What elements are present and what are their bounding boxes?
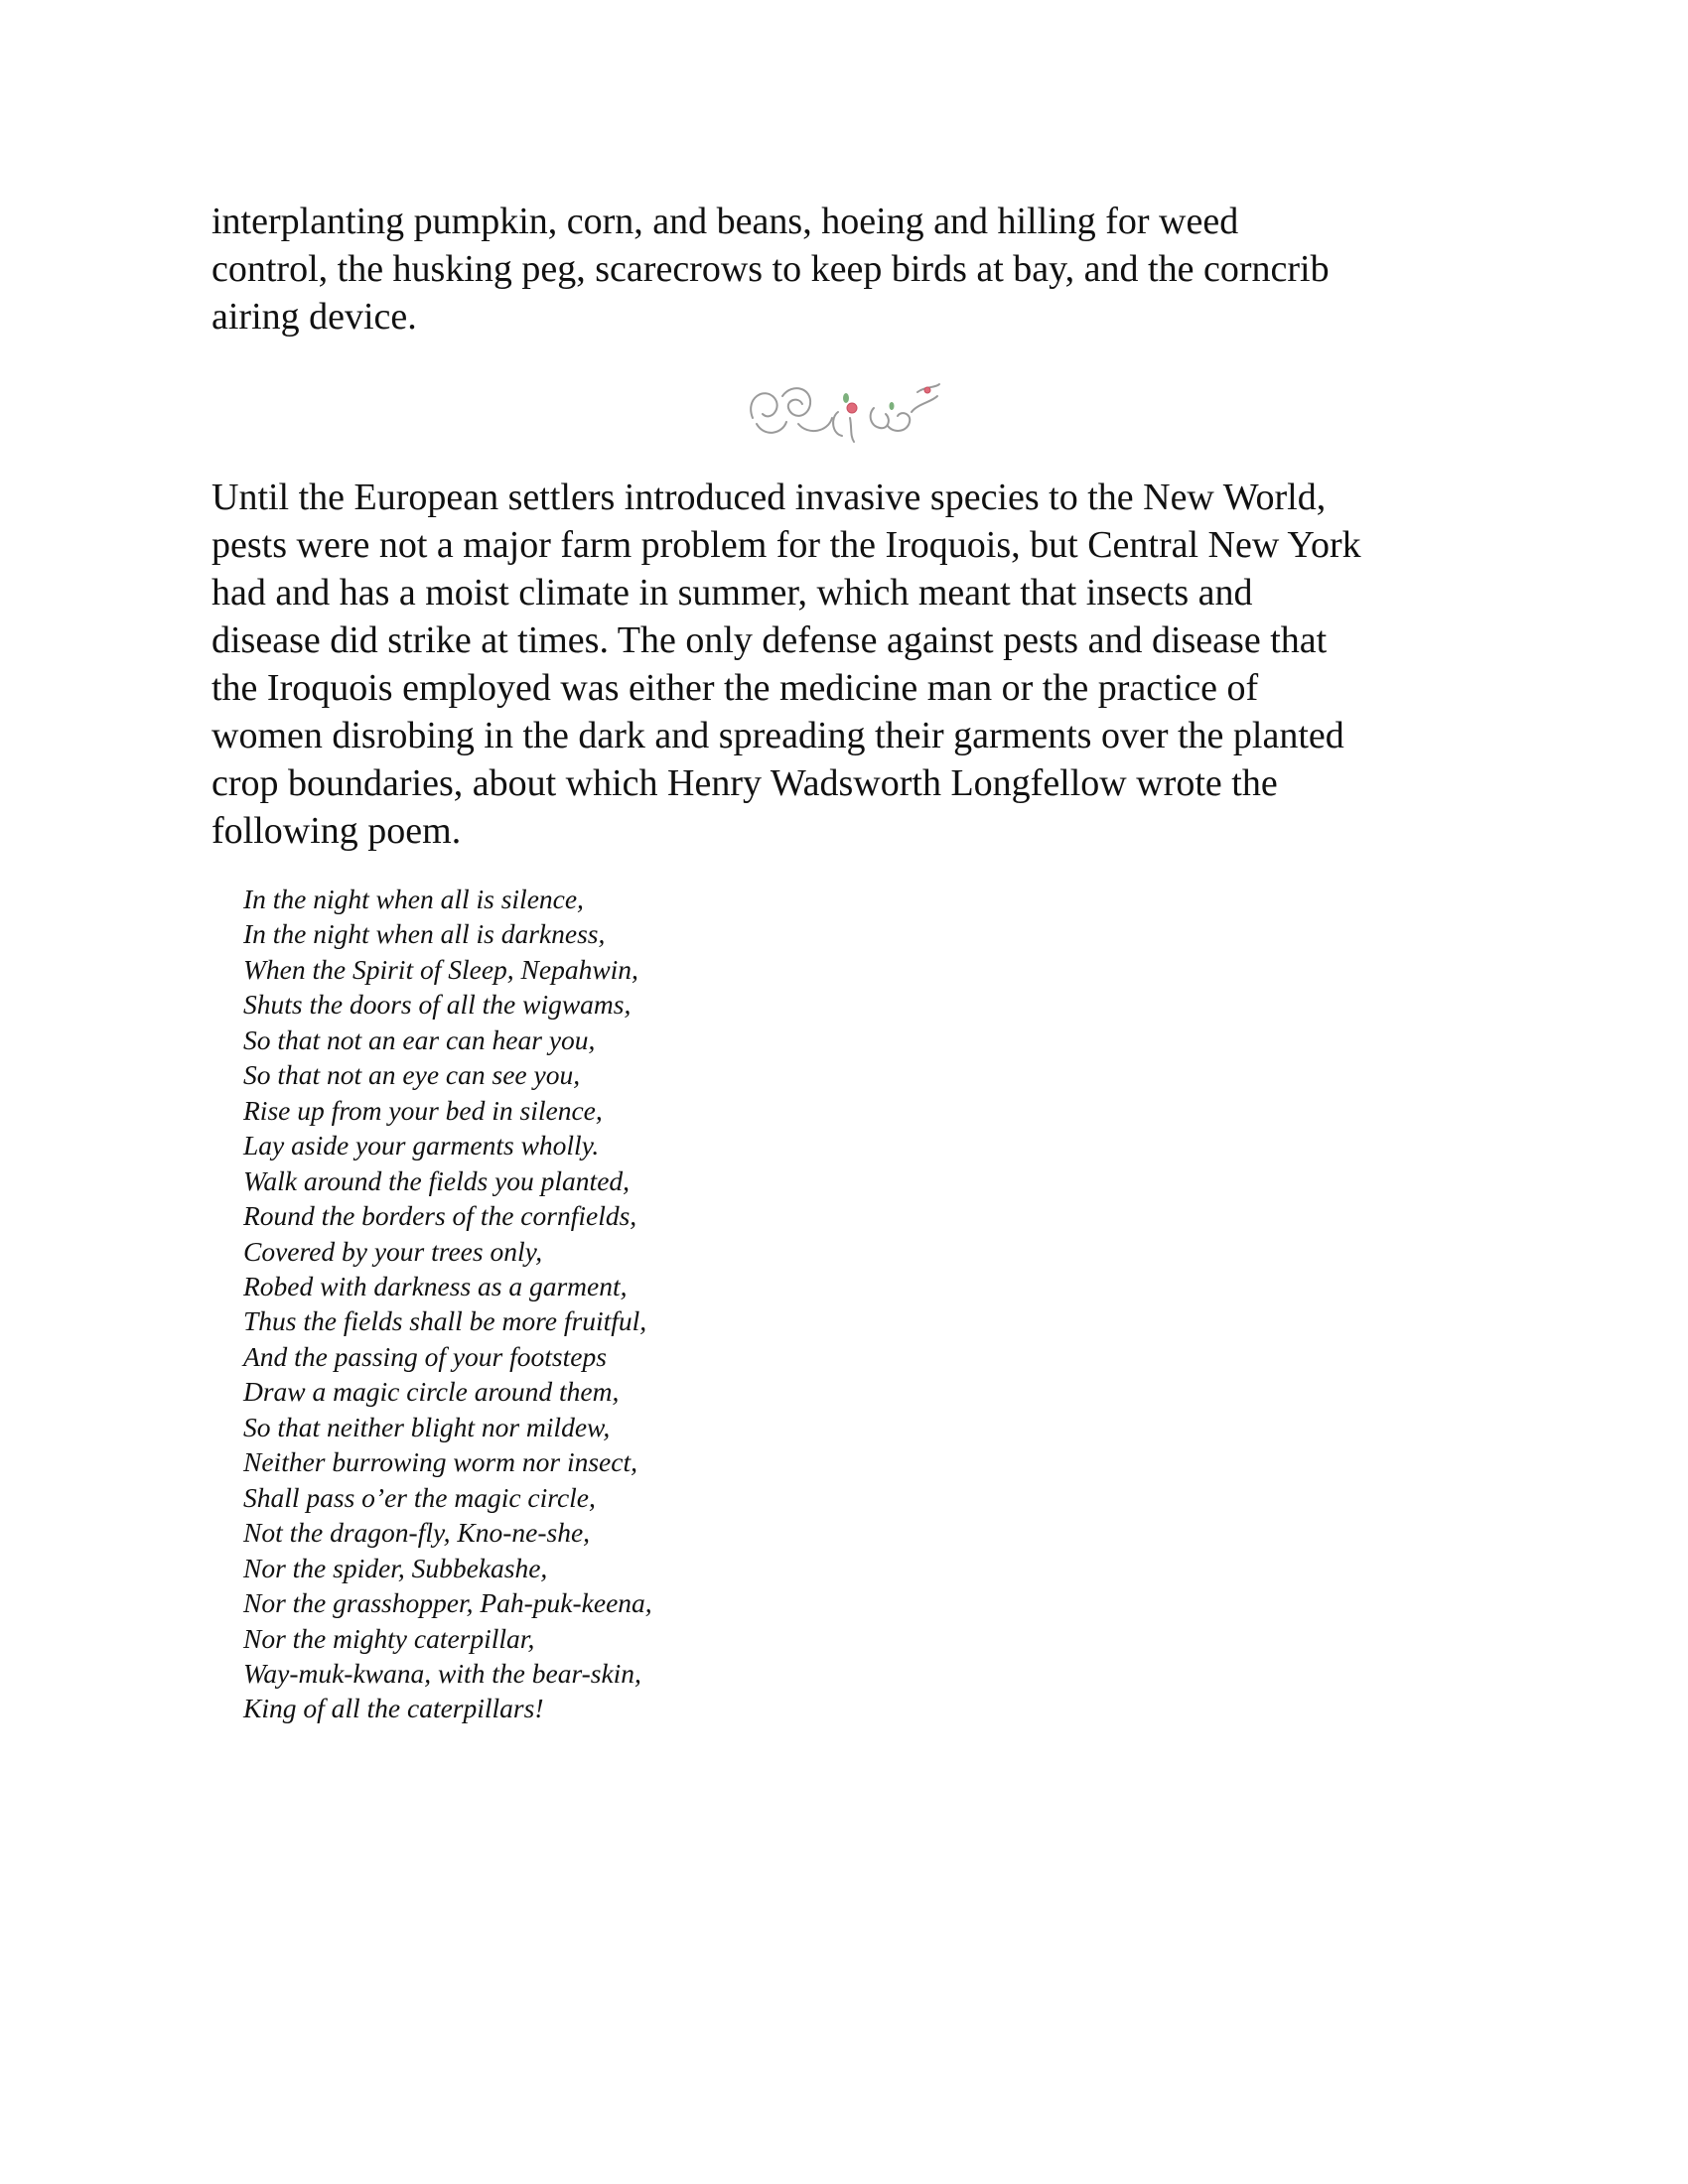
poem-line: Way-muk-kwana, with the bear-skin,: [243, 1657, 641, 1689]
poem-line: Nor the grasshopper, Pah-puk-keena,: [243, 1587, 652, 1619]
poem-line: In the night when all is silence,: [243, 884, 584, 914]
poem-line: Neither burrowing worm nor insect,: [243, 1446, 637, 1478]
paragraph-line: pests were not a major farm problem for the Iroquois, but Central New York: [211, 524, 1361, 566]
poem-line: Shuts the doors of all the wigwams,: [243, 989, 632, 1021]
poem-line: And the passing of your footsteps: [243, 1340, 607, 1372]
paragraph-pest-defense: [211, 474, 1502, 855]
longfellow-poem: [243, 882, 652, 1726]
paragraph-line: women disrobing in the dark and spreading their garments over the planted: [211, 715, 1344, 756]
poem-line: Covered by your trees only,: [243, 1235, 543, 1267]
paragraph-line: disease did strike at times. The only defense against pests and disease that: [211, 619, 1328, 661]
paragraph-line: had and has a moist climate in summer, which meant that insects and: [211, 572, 1253, 614]
poem-line: So that neither blight nor mildew,: [243, 1411, 611, 1442]
poem-line: Round the borders of the cornfields,: [243, 1200, 637, 1232]
poem-line: Shall pass o’er the magic circle,: [243, 1481, 596, 1513]
paragraph-line: airing device.: [211, 296, 417, 338]
poem-line: Walk around the fields you planted,: [243, 1164, 631, 1196]
decorative-vine-ornament-icon: [743, 378, 947, 450]
paragraph-farming-techniques: [211, 198, 1502, 341]
paragraph-line: the Iroquois employed was either the medicine man or the practice of: [211, 667, 1259, 709]
paragraph-line: crop boundaries, about which Henry Wadsworth Longfellow wrote the: [211, 762, 1278, 804]
poem-line: Rise up from your bed in silence,: [243, 1094, 603, 1126]
poem-line: Lay aside your garments wholly.: [243, 1130, 600, 1161]
poem-line: So that not an eye can see you,: [243, 1059, 581, 1091]
paragraph-line: interplanting pumpkin, corn, and beans, hoeing and hilling for weed: [211, 201, 1239, 242]
poem-line: When the Spirit of Sleep, Nepahwin,: [243, 953, 638, 985]
poem-line: In the night when all is darkness,: [243, 918, 606, 950]
poem-line: Nor the mighty caterpillar,: [243, 1622, 535, 1654]
poem-line: So that not an ear can hear you,: [243, 1024, 596, 1055]
poem-line: Not the dragon-fly, Kno-ne-she,: [243, 1517, 591, 1549]
poem-line: Draw a magic circle around them,: [243, 1376, 620, 1408]
poem-line: Thus the fields shall be more fruitful,: [243, 1305, 647, 1337]
paragraph-line: following poem.: [211, 810, 462, 852]
paragraph-line: Until the European settlers introduced invasive species to the New World,: [211, 477, 1327, 518]
poem-line: King of all the caterpillars!: [243, 1693, 544, 1724]
poem-line: Robed with darkness as a garment,: [243, 1270, 628, 1301]
paragraph-line: control, the husking peg, scarecrows to keep birds at bay, and the corncrib: [211, 248, 1330, 290]
poem-line: Nor the spider, Subbekashe,: [243, 1552, 548, 1583]
